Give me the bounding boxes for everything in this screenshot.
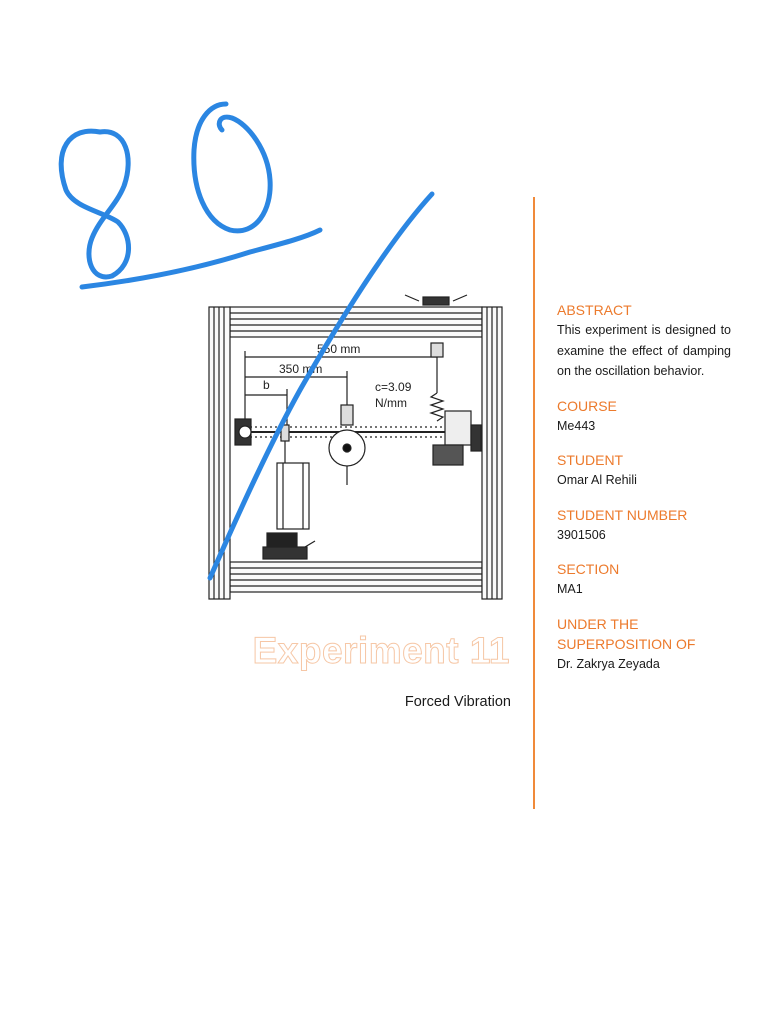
student-heading: STUDENT bbox=[557, 452, 624, 468]
section-value: MA1 bbox=[557, 582, 583, 596]
abstract-block bbox=[557, 300, 731, 382]
section-block bbox=[557, 559, 731, 600]
supervisor-name: Dr. Zakrya Zeyada bbox=[557, 656, 660, 671]
student-name: Omar Al Rehili bbox=[557, 473, 637, 487]
dim-b-label: b bbox=[263, 378, 270, 392]
abstract-heading: ABSTRACT bbox=[557, 302, 632, 318]
section-heading: SECTION bbox=[557, 561, 620, 577]
supervisor-heading: UNDER THE SUPERPOSITION OF bbox=[557, 615, 696, 652]
digit-eight-stroke bbox=[61, 131, 128, 277]
dim-outer-label: 550 mm bbox=[317, 342, 361, 356]
experiment-subtitle: Forced Vibration bbox=[404, 694, 511, 710]
spring-unit-label: N/mm bbox=[375, 396, 407, 410]
digit-zero-stroke bbox=[194, 104, 270, 231]
supervisor-block bbox=[557, 614, 731, 675]
divider-rule bbox=[533, 197, 535, 809]
info-sidebar bbox=[557, 300, 731, 688]
abstract-text: This experiment is designed to examine the effect of damping on the oscillation behavior. bbox=[557, 323, 731, 378]
course-value: Me443 bbox=[557, 418, 596, 433]
experiment-title: Experiment 11 bbox=[252, 630, 510, 671]
apparatus-diagram bbox=[205, 285, 505, 605]
student-block bbox=[557, 450, 731, 491]
student-number-heading: STUDENT NUMBER bbox=[557, 506, 688, 523]
course-block bbox=[557, 396, 731, 437]
grade-underline-stroke bbox=[82, 230, 320, 287]
dim-inner-label: 350 mm bbox=[279, 362, 323, 376]
student-number-value: 3901506 bbox=[557, 527, 606, 542]
course-heading: COURSE bbox=[557, 397, 617, 414]
student-number-block bbox=[557, 505, 731, 546]
spring-constant-label: c=3.09 bbox=[375, 380, 412, 394]
